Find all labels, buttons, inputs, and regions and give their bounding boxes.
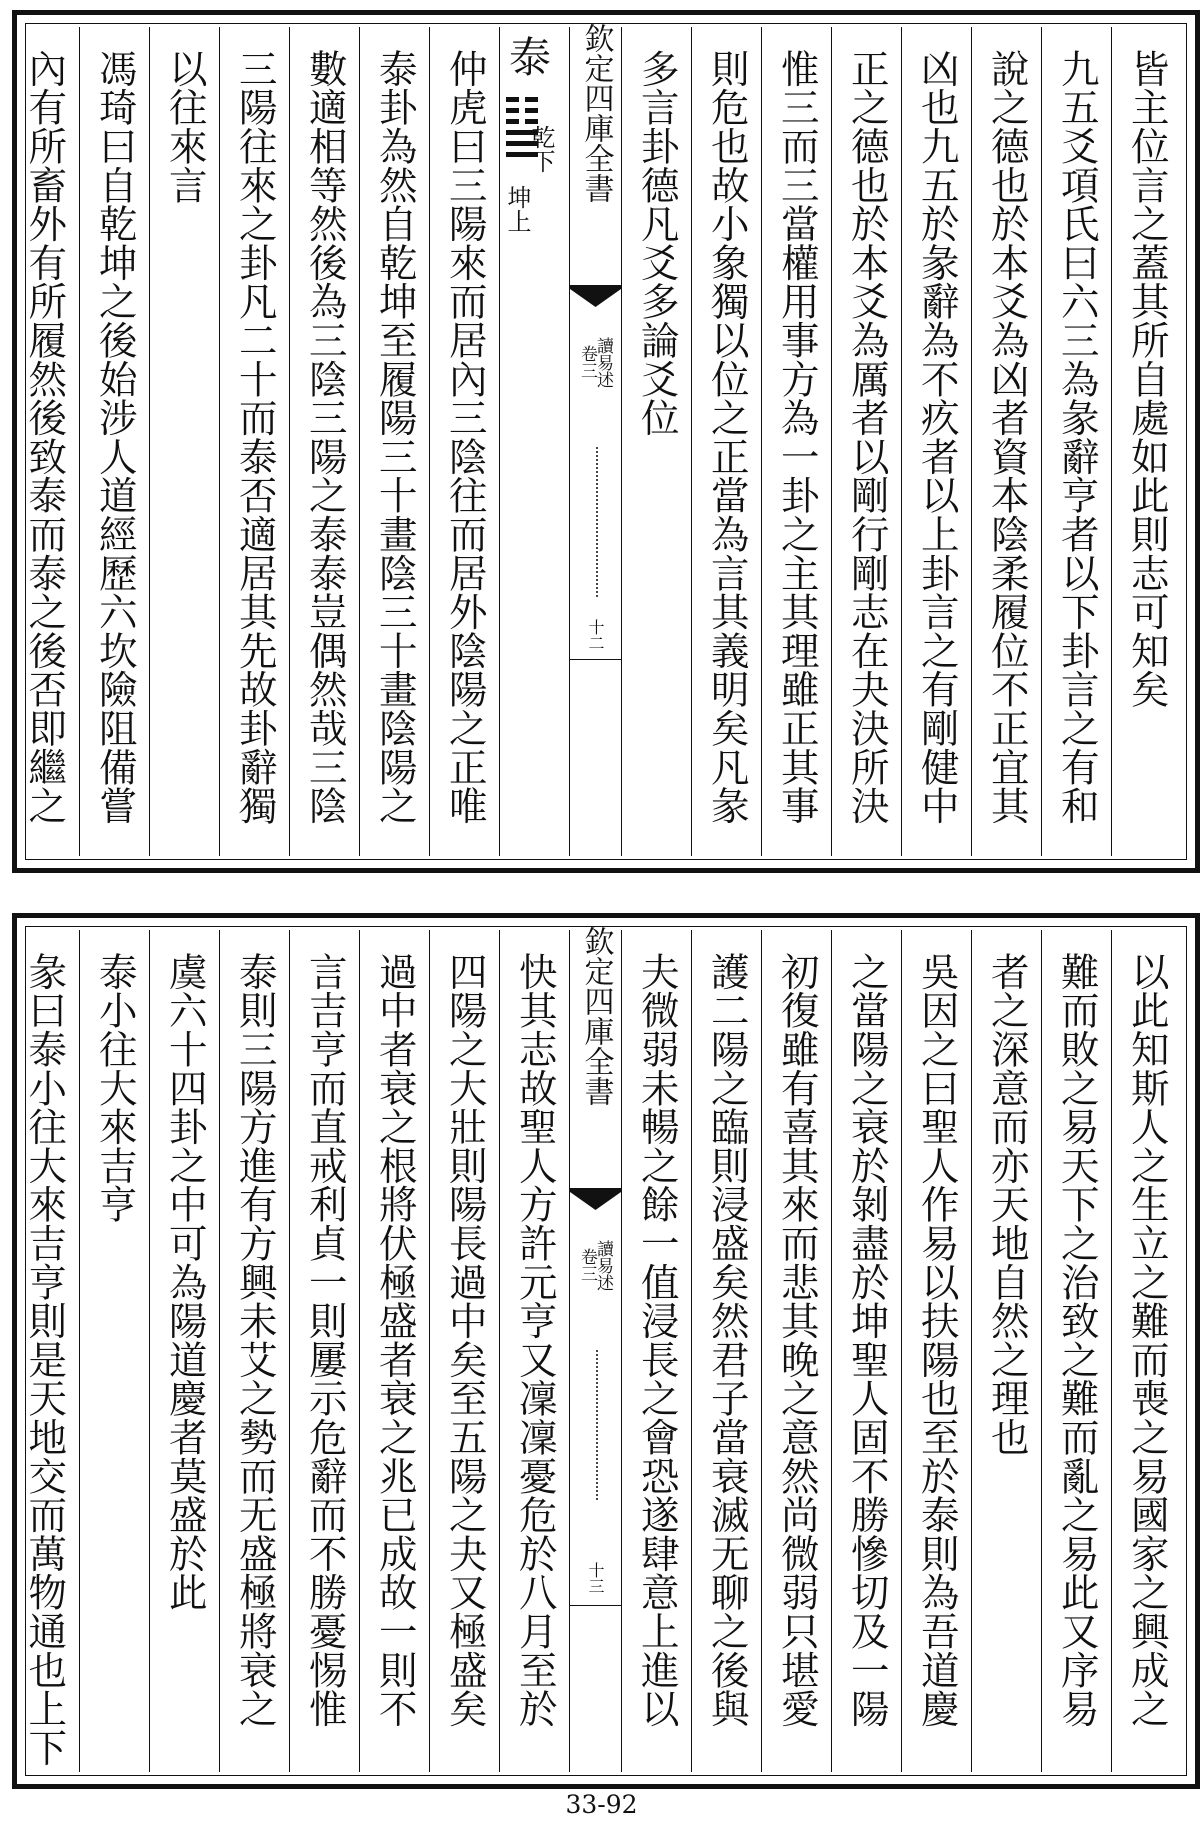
text-column: 四陽之大壯則陽長過中矣至五陽之夬又極盛矣 <box>429 930 499 1772</box>
hexagram-name: 泰 <box>503 35 552 77</box>
spine-volume: 卷三 <box>577 345 597 379</box>
page-number: 33-92 <box>565 1790 638 1819</box>
text-column: 過中者衰之根將伏極盛者衰之兆已成故一則不 <box>359 930 429 1772</box>
spine-leaf-number: 十三 <box>586 1562 605 1594</box>
hexagram-upper-trigram: 坤上 <box>503 185 531 233</box>
bottom-page <box>12 913 1200 1789</box>
text-column: 言吉亨而直戒利貞一則屢示危辭而不勝憂惕惟 <box>289 930 359 1772</box>
text-column: 難而敗之易天下之治致之難而亂之易此又序易 <box>1041 930 1111 1772</box>
text-column: 泰小往大來吉亨 <box>79 930 149 1772</box>
text-column: 以往來言 <box>149 27 219 856</box>
spine-rule <box>570 1605 621 1606</box>
text-column: 說之德也於本爻為凶者資本陰柔履位不正宜其 <box>971 27 1041 856</box>
spine-rule <box>570 659 621 660</box>
text-column: 三陽往來之卦凡二十而泰否適居其先故卦辭獨 <box>219 27 289 856</box>
fish-tail-mark-icon <box>570 1188 621 1210</box>
hexagram-lower-trigram: 乾下 <box>527 125 555 173</box>
text-column: 正之德也於本爻為厲者以剛行剛志在夬決所決 <box>831 27 901 856</box>
text-column: 初復雖有喜其來而悲其晚之意然尚微弱只堪愛 <box>761 930 831 1772</box>
spine-book-title: 讀易述 <box>593 1240 613 1291</box>
text-column: 則危也故小象獨以位之正當為言其義明矣凡彖 <box>691 27 761 856</box>
text-column: 仲虎曰三陽來而居內三陰往而居外陰陽之正唯 <box>429 27 499 856</box>
book-spine <box>569 23 621 856</box>
top-text-columns <box>22 23 1181 856</box>
text-column: 數適相等然後為三陰三陽之泰泰豈偶然哉三陰 <box>289 27 359 856</box>
text-column: 內有所畜外有所履然後致泰而泰之後否即繼之 <box>22 49 68 825</box>
text-column: 以此知斯人之生立之難而喪之易國家之興成之 <box>1111 930 1181 1772</box>
text-column: 之當陽之衰於剝盡於坤聖人固不勝慘切及一陽 <box>831 930 901 1772</box>
spine-divider <box>596 1350 598 1500</box>
fish-tail-mark-icon <box>570 285 621 307</box>
text-column: 吳因之曰聖人作易以扶陽也至於泰則為吾道慶 <box>901 930 971 1772</box>
text-column: 快其志故聖人方許元亨又凜凜憂危於八月至於 <box>499 930 569 1772</box>
text-column: 多言卦德凡爻多論爻位 <box>621 27 691 856</box>
text-column: 惟三而三當權用事方為一卦之主其理雖正其事 <box>761 27 831 856</box>
text-column: 虞六十四卦之中可為陽道慶者莫盛於此 <box>149 930 219 1772</box>
bottom-text-columns <box>22 926 1181 1772</box>
spine-volume: 卷三 <box>577 1248 597 1282</box>
spine-title: 欽定四庫全書 <box>578 926 614 1106</box>
spine-book-title: 讀易述 <box>593 337 613 388</box>
book-spine <box>569 926 621 1772</box>
text-column: 皆主位言之蓋其所自處如此則志可知矣 <box>1111 27 1181 856</box>
text-column: 凶也九五於彖辭為不疚者以上卦言之有剛健中 <box>901 27 971 856</box>
text-column: 護二陽之臨則浸盛矣然君子當衰滅无聊之後與 <box>691 930 761 1772</box>
text-column: 夫微弱未暢之餘一值浸長之會恐遂肆意上進以 <box>621 930 691 1772</box>
text-column: 馮琦曰自乾坤之後始涉人道經歷六坎險阻備嘗 <box>79 27 149 856</box>
spine-leaf-number: 十二 <box>586 619 605 651</box>
text-column: 泰則三陽方進有方興未艾之勢而无盛極將衰之 <box>219 930 289 1772</box>
spine-divider <box>596 447 598 597</box>
text-column: 九五爻項氏曰六三為彖辭亨者以下卦言之有和 <box>1041 27 1111 856</box>
text-column: 彖曰泰小往大來吉亨則是天地交而萬物通也上下 <box>22 952 68 1767</box>
text-column: 者之深意而亦天地自然之理也 <box>971 930 1041 1772</box>
text-column: 泰卦為然自乾坤至履陽三十畫陰三十畫陰陽之 <box>359 27 429 856</box>
spine-title: 欽定四庫全書 <box>578 23 614 203</box>
top-page <box>12 10 1200 873</box>
hexagram-header <box>499 27 569 856</box>
